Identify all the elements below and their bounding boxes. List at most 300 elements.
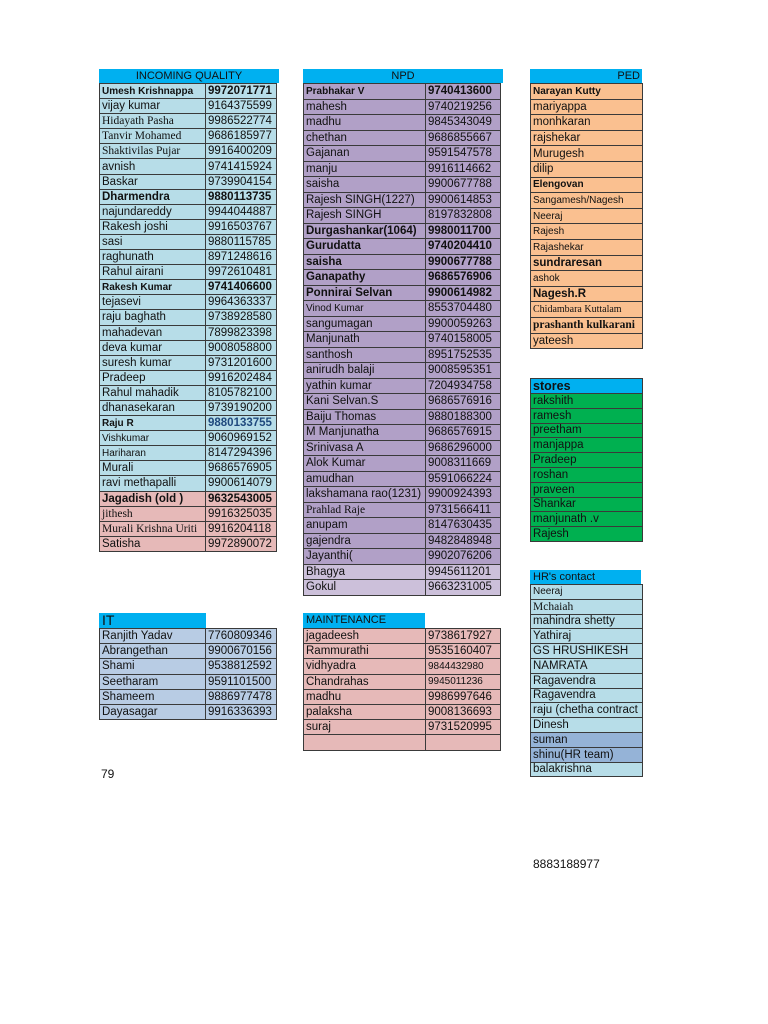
maintenance-phone-cell: 9986997646 (426, 689, 501, 704)
incoming-quality-row (100, 129, 277, 144)
stores-header: stores (531, 379, 643, 394)
incoming-quality-phone-cell: 9008058800 (206, 340, 277, 355)
incoming-quality-name-cell: vijay kumar (100, 99, 206, 114)
stores-table (530, 378, 643, 542)
hr-contact-name-cell: Dinesh (531, 718, 643, 733)
ped-name-cell: Murugesh (531, 146, 643, 162)
hr-contact-name-cell: Neeraj (531, 585, 643, 600)
npd-row (304, 177, 501, 193)
npd-name-cell: saisha (304, 254, 426, 270)
ped-row (531, 271, 643, 287)
incoming-quality-phone-cell: 9060969152 (206, 431, 277, 446)
hr-contact-row (531, 658, 643, 673)
incoming-quality-row (100, 506, 277, 521)
npd-table (303, 83, 501, 596)
incoming-quality-row (100, 144, 277, 159)
npd-header: NPD (303, 69, 503, 83)
incoming-quality-name-cell: Tanvir Mohamed (100, 129, 206, 144)
npd-row (304, 239, 501, 255)
incoming-quality-name-cell: deva kumar (100, 340, 206, 355)
hr-contact-row (531, 644, 643, 659)
incoming-quality-name-cell: Satisha (100, 536, 206, 551)
npd-phone-cell: 9686296000 (426, 440, 501, 456)
ped-row (531, 84, 643, 100)
it-name-cell: Abrangethan (100, 644, 206, 659)
stores-name-cell: Shankar (531, 497, 643, 512)
maintenance-row (304, 720, 501, 735)
npd-name-cell: Rajesh SINGH(1227) (304, 192, 426, 208)
hr-contact-name-cell: balakrishna (531, 762, 643, 777)
incoming-quality-row (100, 189, 277, 204)
npd-name-cell: Baiju Thomas (304, 409, 426, 425)
incoming-quality-name-cell: Shaktivilas Pujar (100, 144, 206, 159)
hr-contact-row (531, 762, 643, 777)
incoming-quality-name-cell: raju baghath (100, 310, 206, 325)
hr-contact-name-cell: Ragavendra (531, 673, 643, 688)
ped-row (531, 317, 643, 333)
stores-row (531, 512, 643, 527)
maintenance-name-cell: Rammurathi (304, 644, 426, 659)
npd-name-cell: Durgashankar(1064) (304, 223, 426, 239)
npd-phone-cell: 9980011700 (426, 223, 501, 239)
ped-name-cell: dilip (531, 161, 643, 177)
maintenance-name-cell (304, 735, 426, 750)
incoming-quality-row (100, 385, 277, 400)
npd-row (304, 316, 501, 332)
npd-phone-cell: 9900059263 (426, 316, 501, 332)
npd-phone-cell: 8147630435 (426, 518, 501, 534)
it-phone-cell: 9538812592 (206, 659, 277, 674)
it-section (99, 613, 277, 720)
incoming-quality-name-cell: dhanasekaran (100, 400, 206, 415)
ped-header: PED (530, 69, 642, 83)
extra-phone-number: 8883188977 (533, 857, 600, 871)
hr-contact-name-cell: Yathiraj (531, 629, 643, 644)
incoming-quality-row (100, 446, 277, 461)
incoming-quality-header: INCOMING QUALITY (99, 69, 279, 83)
ped-row (531, 286, 643, 302)
npd-name-cell: Gajanan (304, 146, 426, 162)
npd-name-cell: lakshamana rao(1231) (304, 487, 426, 503)
hr-contact-row (531, 599, 643, 614)
incoming-quality-phone-cell: 9686576905 (206, 461, 277, 476)
npd-phone-cell: 9686576906 (426, 270, 501, 286)
ped-name-cell: Chidambara Kuttalam (531, 302, 643, 318)
npd-row (304, 84, 501, 100)
ped-name-cell: sundraresan (531, 255, 643, 271)
npd-name-cell: madhu (304, 115, 426, 131)
incoming-quality-phone-cell: 9880133755 (206, 416, 277, 431)
ped-row (531, 177, 643, 193)
npd-row (304, 487, 501, 503)
npd-row (304, 533, 501, 549)
it-name-cell: Ranjith Yadav (100, 629, 206, 644)
npd-name-cell: M Manjunatha (304, 425, 426, 441)
npd-phone-cell: 9591547578 (426, 146, 501, 162)
npd-row (304, 285, 501, 301)
stores-row (531, 527, 643, 542)
npd-row (304, 130, 501, 146)
maintenance-phone-cell: 9008136693 (426, 704, 501, 719)
maintenance-row (304, 629, 501, 644)
maintenance-section (303, 613, 501, 751)
npd-phone-cell: 9845343049 (426, 115, 501, 131)
stores-name-cell: preetham (531, 423, 643, 438)
npd-name-cell: mahesh (304, 99, 426, 115)
ped-name-cell: monhkaran (531, 115, 643, 131)
incoming-quality-name-cell: Raju R (100, 416, 206, 431)
stores-name-cell: rakshith (531, 394, 643, 409)
npd-phone-cell: 9916114662 (426, 161, 501, 177)
hr-contact-name-cell: GS HRUSHIKESH (531, 644, 643, 659)
npd-row (304, 223, 501, 239)
hr-contact-name-cell: Ragavendra (531, 688, 643, 703)
incoming-quality-row (100, 491, 277, 506)
hr-contact-row (531, 718, 643, 733)
incoming-quality-row (100, 204, 277, 219)
incoming-quality-name-cell: Pradeep (100, 370, 206, 385)
npd-name-cell: gajendra (304, 533, 426, 549)
incoming-quality-phone-cell: 9916204118 (206, 521, 277, 536)
it-row (100, 704, 277, 719)
stores-row (531, 497, 643, 512)
ped-row (531, 130, 643, 146)
incoming-quality-name-cell: jithesh (100, 506, 206, 521)
stores-name-cell: roshan (531, 467, 643, 482)
maintenance-row (304, 689, 501, 704)
npd-phone-cell: 9008311669 (426, 456, 501, 472)
incoming-quality-row (100, 219, 277, 234)
npd-phone-cell: 9731566411 (426, 502, 501, 518)
npd-phone-cell: 9740204410 (426, 239, 501, 255)
stores-row (531, 467, 643, 482)
incoming-quality-phone-cell: 9972610481 (206, 265, 277, 280)
npd-row (304, 440, 501, 456)
incoming-quality-phone-cell: 9916202484 (206, 370, 277, 385)
incoming-quality-name-cell: Vishkumar (100, 431, 206, 446)
maintenance-name-cell: vidhyadra (304, 659, 426, 674)
incoming-quality-name-cell: Hariharan (100, 446, 206, 461)
ped-name-cell: Elengovan (531, 177, 643, 193)
npd-name-cell: amudhan (304, 471, 426, 487)
maintenance-phone-cell: 9731520995 (426, 720, 501, 735)
npd-name-cell: Rajesh SINGH (304, 208, 426, 224)
incoming-quality-phone-cell: 8147294396 (206, 446, 277, 461)
incoming-quality-phone-cell: 9972071771 (206, 84, 277, 99)
npd-name-cell: Bhagya (304, 564, 426, 580)
npd-phone-cell: 9663231005 (426, 580, 501, 596)
incoming-quality-phone-cell: 9916400209 (206, 144, 277, 159)
incoming-quality-phone-cell: 9741406600 (206, 280, 277, 295)
hr-contact-row (531, 629, 643, 644)
stores-name-cell: ramesh (531, 408, 643, 423)
hr-contact-row (531, 703, 643, 718)
npd-row (304, 409, 501, 425)
stores-row (531, 423, 643, 438)
incoming-quality-phone-cell: 9739904154 (206, 174, 277, 189)
stores-name-cell: Pradeep (531, 453, 643, 468)
stores-name-cell: manjappa (531, 438, 643, 453)
it-name-cell: Seetharam (100, 674, 206, 689)
incoming-quality-section (99, 69, 279, 552)
ped-name-cell: Nagesh.R (531, 286, 643, 302)
incoming-quality-phone-cell: 9900614079 (206, 476, 277, 491)
incoming-quality-name-cell: Rakesh joshi (100, 219, 206, 234)
npd-phone-cell: 9900614853 (426, 192, 501, 208)
ped-row (531, 208, 643, 224)
hr-contact-name-cell: shinu(HR team) (531, 747, 643, 762)
incoming-quality-name-cell: mahadevan (100, 325, 206, 340)
npd-phone-cell: 9740413600 (426, 84, 501, 100)
incoming-quality-name-cell: Jagadish (old ) (100, 491, 206, 506)
npd-phone-cell: 9902076206 (426, 549, 501, 565)
hr-contact-row (531, 688, 643, 703)
npd-row (304, 363, 501, 379)
incoming-quality-phone-cell: 8105782100 (206, 385, 277, 400)
incoming-quality-row (100, 400, 277, 415)
incoming-quality-row (100, 431, 277, 446)
ped-row (531, 302, 643, 318)
incoming-quality-name-cell: Rahul airani (100, 265, 206, 280)
maintenance-name-cell: madhu (304, 689, 426, 704)
npd-name-cell: chethan (304, 130, 426, 146)
incoming-quality-phone-cell: 9916325035 (206, 506, 277, 521)
ped-name-cell: yateesh (531, 333, 643, 349)
npd-row (304, 270, 501, 286)
incoming-quality-name-cell: raghunath (100, 250, 206, 265)
incoming-quality-name-cell: tejasevi (100, 295, 206, 310)
incoming-quality-name-cell: suresh kumar (100, 355, 206, 370)
incoming-quality-row (100, 370, 277, 385)
maintenance-name-cell: suraj (304, 720, 426, 735)
hr-contact-name-cell: Mchaiah (531, 599, 643, 614)
ped-table (530, 83, 643, 349)
npd-name-cell: anirudh balaji (304, 363, 426, 379)
hr-contact-row (531, 585, 643, 600)
npd-row (304, 549, 501, 565)
npd-name-cell: Gurudatta (304, 239, 426, 255)
it-row (100, 629, 277, 644)
ped-row (531, 255, 643, 271)
npd-name-cell: saisha (304, 177, 426, 193)
incoming-quality-phone-cell: 9986522774 (206, 114, 277, 129)
incoming-quality-row (100, 325, 277, 340)
incoming-quality-name-cell: sasi (100, 234, 206, 249)
npd-name-cell: Gokul (304, 580, 426, 596)
hr-contact-row (531, 614, 643, 629)
incoming-quality-row (100, 521, 277, 536)
ped-name-cell: Rajesh (531, 224, 643, 240)
stores-row (531, 394, 643, 409)
npd-row (304, 580, 501, 596)
maintenance-name-cell: jagadeesh (304, 629, 426, 644)
npd-row (304, 301, 501, 317)
it-phone-cell: 9591101500 (206, 674, 277, 689)
ped-row (531, 239, 643, 255)
npd-phone-cell: 9008595351 (426, 363, 501, 379)
it-name-cell: Shami (100, 659, 206, 674)
npd-row (304, 115, 501, 131)
incoming-quality-row (100, 114, 277, 129)
it-phone-cell: 9886977478 (206, 689, 277, 704)
npd-name-cell: Kani Selvan.S (304, 394, 426, 410)
incoming-quality-row (100, 250, 277, 265)
it-phone-cell: 7760809346 (206, 629, 277, 644)
npd-name-cell: Vinod Kumar (304, 301, 426, 317)
hr-contact-row (531, 732, 643, 747)
npd-name-cell: yathin kumar (304, 378, 426, 394)
incoming-quality-name-cell: ravi methapalli (100, 476, 206, 491)
npd-name-cell: Manjunath (304, 332, 426, 348)
npd-section (303, 69, 503, 596)
ped-row (531, 224, 643, 240)
stores-row (531, 408, 643, 423)
incoming-quality-phone-cell: 9739190200 (206, 400, 277, 415)
npd-name-cell: Ganapathy (304, 270, 426, 286)
ped-row (531, 115, 643, 131)
npd-row (304, 146, 501, 162)
npd-phone-cell: 8197832808 (426, 208, 501, 224)
maintenance-row (304, 644, 501, 659)
npd-name-cell: anupam (304, 518, 426, 534)
maintenance-row (304, 735, 501, 750)
incoming-quality-name-cell: Baskar (100, 174, 206, 189)
incoming-quality-row (100, 265, 277, 280)
npd-name-cell: Alok Kumar (304, 456, 426, 472)
npd-phone-cell: 9900677788 (426, 254, 501, 270)
incoming-quality-phone-cell: 9880113735 (206, 189, 277, 204)
hr-contact-header: HR's contact (530, 570, 641, 584)
npd-row (304, 456, 501, 472)
incoming-quality-row (100, 280, 277, 295)
npd-name-cell: Ponnirai Selvan (304, 285, 426, 301)
ped-name-cell: Rajashekar (531, 239, 643, 255)
ped-name-cell: ashok (531, 271, 643, 287)
ped-name-cell: prashanth kulkarani (531, 317, 643, 333)
npd-row (304, 208, 501, 224)
npd-row (304, 425, 501, 441)
npd-phone-cell: 9740219256 (426, 99, 501, 115)
page-number: 79 (101, 767, 115, 781)
incoming-quality-row (100, 295, 277, 310)
npd-name-cell: Prahlad Raje (304, 502, 426, 518)
it-phone-cell: 9916336393 (206, 704, 277, 719)
incoming-quality-phone-cell: 9632543005 (206, 491, 277, 506)
incoming-quality-phone-cell: 9964363337 (206, 295, 277, 310)
ped-row (531, 99, 643, 115)
maintenance-row (304, 659, 501, 674)
hr-contact-table (530, 584, 643, 777)
hr-contact-name-cell: mahindra shetty (531, 614, 643, 629)
npd-phone-cell: 7204934758 (426, 378, 501, 394)
incoming-quality-name-cell: Dharmendra (100, 189, 206, 204)
incoming-quality-phone-cell: 9916503767 (206, 219, 277, 234)
it-row (100, 689, 277, 704)
maintenance-name-cell: palaksha (304, 704, 426, 719)
npd-phone-cell: 8553704480 (426, 301, 501, 317)
npd-row (304, 471, 501, 487)
npd-phone-cell: 9482848948 (426, 533, 501, 549)
npd-row (304, 161, 501, 177)
npd-phone-cell: 9686855667 (426, 130, 501, 146)
npd-row (304, 99, 501, 115)
hr-contact-section (530, 570, 643, 777)
ped-row (531, 161, 643, 177)
npd-name-cell: Srinivasa A (304, 440, 426, 456)
it-row (100, 659, 277, 674)
incoming-quality-table (99, 83, 277, 552)
incoming-quality-name-cell: najundareddy (100, 204, 206, 219)
stores-row (531, 453, 643, 468)
maintenance-row (304, 674, 501, 689)
ped-name-cell: Sangamesh/Nagesh (531, 193, 643, 209)
hr-contact-row (531, 673, 643, 688)
it-phone-cell: 9900670156 (206, 644, 277, 659)
incoming-quality-row (100, 234, 277, 249)
it-header: IT (99, 613, 206, 628)
ped-row (531, 333, 643, 349)
npd-phone-cell: 9900677788 (426, 177, 501, 193)
incoming-quality-name-cell: Murali (100, 461, 206, 476)
incoming-quality-row (100, 355, 277, 370)
incoming-quality-phone-cell: 9944044887 (206, 204, 277, 219)
npd-row (304, 254, 501, 270)
npd-name-cell: santhosh (304, 347, 426, 363)
ped-row (531, 146, 643, 162)
incoming-quality-phone-cell: 7899823398 (206, 325, 277, 340)
npd-name-cell: manju (304, 161, 426, 177)
stores-name-cell: Rajesh (531, 527, 643, 542)
incoming-quality-phone-cell: 8971248616 (206, 250, 277, 265)
it-table (99, 628, 277, 720)
ped-name-cell: Neeraj (531, 208, 643, 224)
npd-row (304, 347, 501, 363)
npd-row (304, 394, 501, 410)
it-name-cell: Shameem (100, 689, 206, 704)
incoming-quality-name-cell: Hidayath Pasha (100, 114, 206, 129)
incoming-quality-name-cell: Rakesh Kumar (100, 280, 206, 295)
npd-phone-cell: 9740158005 (426, 332, 501, 348)
stores-section (530, 378, 643, 542)
incoming-quality-phone-cell: 9164375599 (206, 99, 277, 114)
npd-name-cell: sangumagan (304, 316, 426, 332)
incoming-quality-phone-cell: 9972890072 (206, 536, 277, 551)
incoming-quality-row (100, 340, 277, 355)
ped-name-cell: Narayan Kutty (531, 84, 643, 100)
npd-phone-cell: 9900614982 (426, 285, 501, 301)
incoming-quality-row (100, 476, 277, 491)
it-name-cell: Dayasagar (100, 704, 206, 719)
hr-contact-name-cell: suman (531, 732, 643, 747)
incoming-quality-row (100, 461, 277, 476)
incoming-quality-phone-cell: 9738928580 (206, 310, 277, 325)
stores-name-cell: manjunath .v (531, 512, 643, 527)
incoming-quality-row (100, 536, 277, 551)
hr-contact-row (531, 747, 643, 762)
npd-row (304, 332, 501, 348)
maintenance-phone-cell (426, 735, 501, 750)
npd-name-cell: Prabhakar V (304, 84, 426, 100)
stores-name-cell: praveen (531, 482, 643, 497)
incoming-quality-phone-cell: 9741415924 (206, 159, 277, 174)
incoming-quality-row (100, 159, 277, 174)
incoming-quality-name-cell: Murali Krishna Uriti (100, 521, 206, 536)
stores-row (531, 438, 643, 453)
incoming-quality-name-cell: Umesh Krishnappa (100, 84, 206, 99)
npd-row (304, 192, 501, 208)
npd-phone-cell: 9686576915 (426, 425, 501, 441)
hr-contact-name-cell: raju (chetha contract (531, 703, 643, 718)
